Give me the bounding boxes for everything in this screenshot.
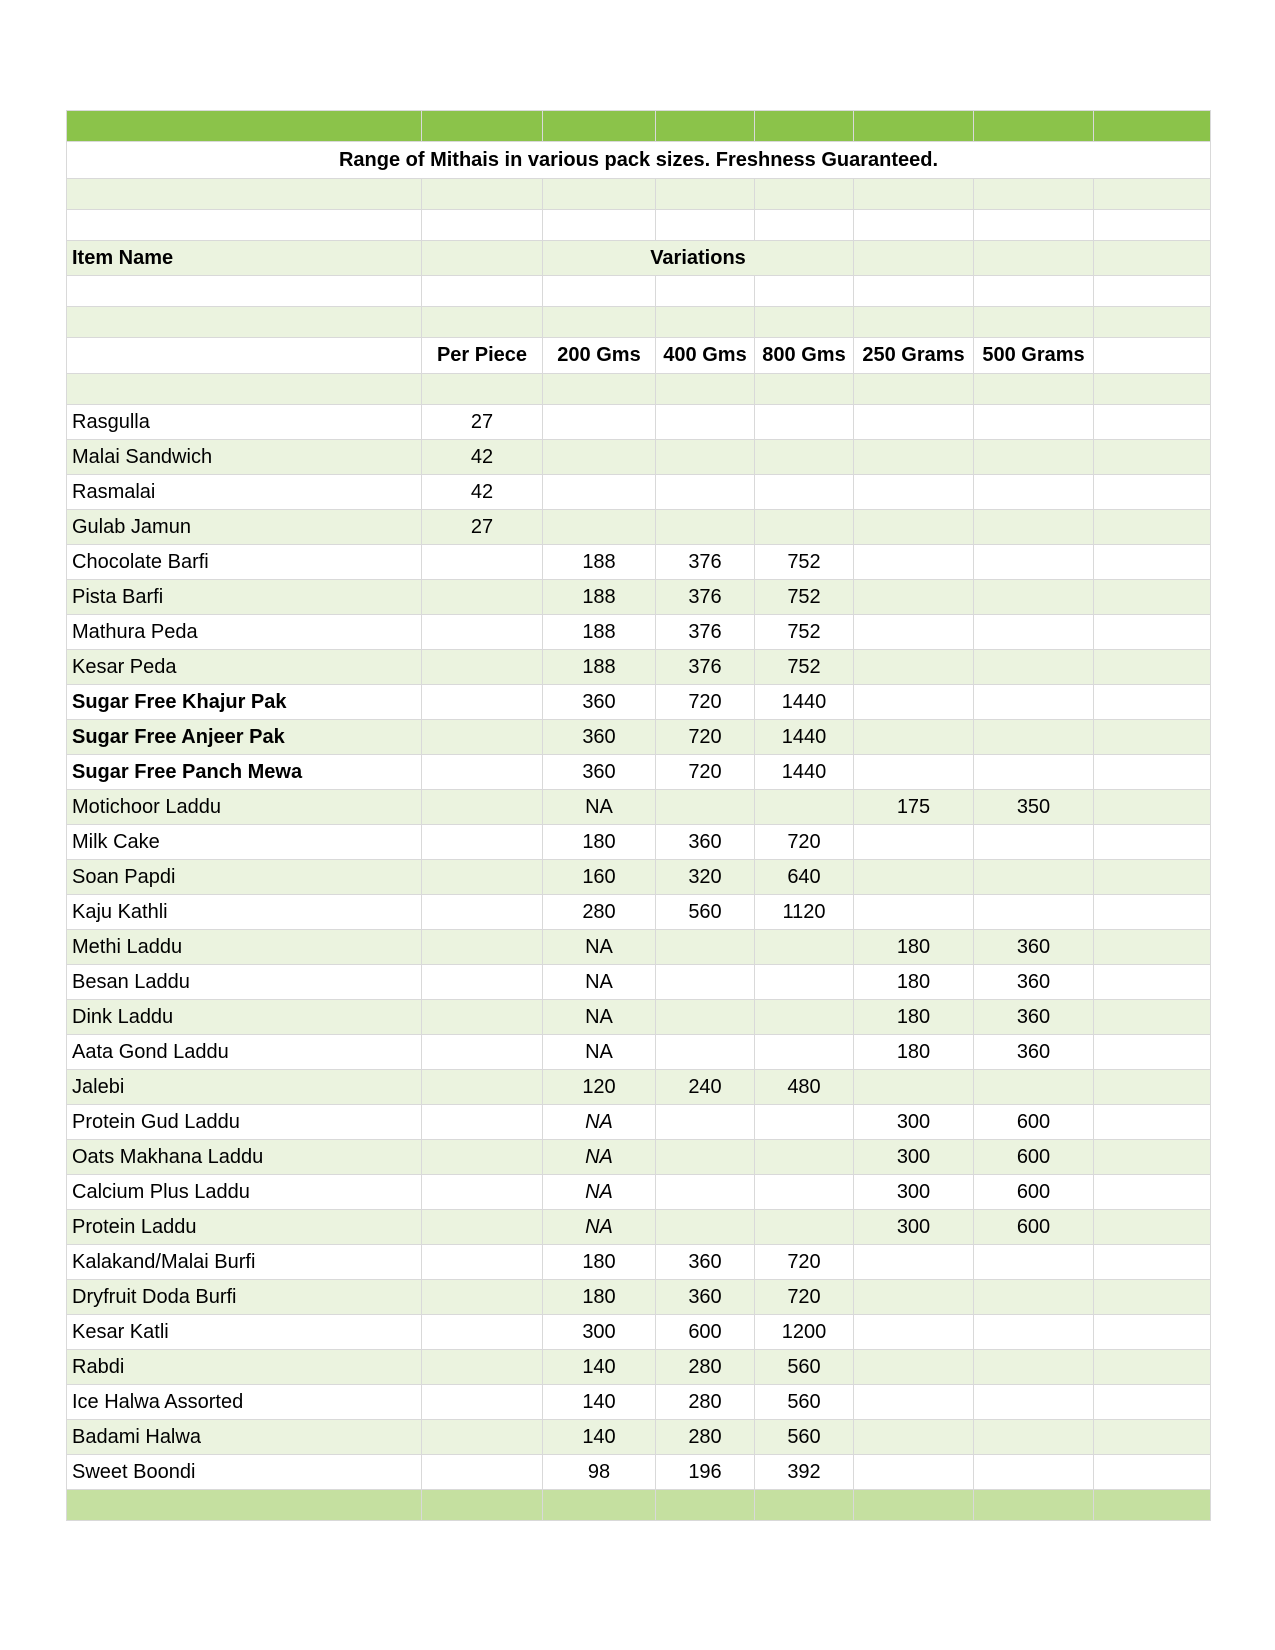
price-cell: 1120 [755, 895, 854, 930]
price-cell: 376 [656, 615, 755, 650]
table-row [67, 1350, 1211, 1385]
price-cell [422, 1315, 543, 1350]
table-row [67, 405, 1211, 440]
spacer-row [67, 179, 1211, 210]
price-cell: 752 [755, 615, 854, 650]
price-cell [422, 1245, 543, 1280]
price-cell: 120 [543, 1070, 656, 1105]
empty-cell [1094, 930, 1211, 965]
price-cell [854, 1315, 974, 1350]
price-cell: 720 [656, 685, 755, 720]
table-row [67, 965, 1211, 1000]
price-cell [974, 580, 1094, 615]
empty-cell [1094, 545, 1211, 580]
item-name: Sugar Free Panch Mewa [67, 755, 422, 790]
price-cell: 140 [543, 1385, 656, 1420]
price-cell: 560 [656, 895, 755, 930]
price-cell [854, 860, 974, 895]
price-cell [755, 1035, 854, 1070]
price-cell: 1200 [755, 1315, 854, 1350]
title-row [67, 142, 1211, 179]
table-row [67, 1385, 1211, 1420]
spacer-row [67, 374, 1211, 405]
price-cell: 360 [974, 930, 1094, 965]
price-cell [656, 965, 755, 1000]
price-cell: 27 [422, 510, 543, 545]
table-row [67, 1280, 1211, 1315]
spacer-row [67, 276, 1211, 307]
price-cell: 360 [656, 1245, 755, 1280]
empty-cell [1094, 1245, 1211, 1280]
price-cell [422, 720, 543, 755]
price-cell [854, 755, 974, 790]
price-cell: 640 [755, 860, 854, 895]
table-row [67, 1140, 1211, 1175]
price-cell [422, 755, 543, 790]
item-name-header: Item Name [67, 241, 422, 276]
table-row [67, 825, 1211, 860]
item-name: Kaju Kathli [67, 895, 422, 930]
price-cell [974, 405, 1094, 440]
price-cell [974, 1070, 1094, 1105]
sheet-title: Range of Mithais in various pack sizes. Freshness Guaranteed. [67, 142, 1211, 179]
price-cell: 175 [854, 790, 974, 825]
item-name: Badami Halwa [67, 1420, 422, 1455]
item-name: Mathura Peda [67, 615, 422, 650]
item-name: Kalakand/Malai Burfi [67, 1245, 422, 1280]
item-name: Ice Halwa Assorted [67, 1385, 422, 1420]
price-cell: 752 [755, 545, 854, 580]
item-name: Gulab Jamun [67, 510, 422, 545]
col-per-piece: Per Piece [422, 338, 543, 374]
price-cell [854, 895, 974, 930]
price-cell: 360 [974, 1035, 1094, 1070]
price-cell [854, 475, 974, 510]
empty-cell [1094, 790, 1211, 825]
price-cell [422, 615, 543, 650]
price-cell [755, 405, 854, 440]
price-cell [422, 930, 543, 965]
spacer-row [67, 210, 1211, 241]
price-cell: 720 [755, 1280, 854, 1315]
price-cell [656, 1210, 755, 1245]
price-cell: 360 [543, 755, 656, 790]
item-name: Sweet Boondi [67, 1455, 422, 1490]
price-cell: 180 [543, 825, 656, 860]
item-name: Sugar Free Anjeer Pak [67, 720, 422, 755]
price-cell [656, 405, 755, 440]
empty-cell [1094, 720, 1211, 755]
price-cell [656, 440, 755, 475]
price-cell: 720 [755, 825, 854, 860]
price-cell: 720 [755, 1245, 854, 1280]
price-cell [755, 510, 854, 545]
price-cell [755, 475, 854, 510]
price-cell [974, 1350, 1094, 1385]
empty-cell [1094, 1315, 1211, 1350]
price-cell: 300 [854, 1210, 974, 1245]
price-cell [422, 965, 543, 1000]
price-cell [755, 1175, 854, 1210]
price-cell [854, 1350, 974, 1385]
empty-cell [1094, 895, 1211, 930]
price-cell [543, 475, 656, 510]
item-name: Calcium Plus Laddu [67, 1175, 422, 1210]
price-cell: 600 [974, 1210, 1094, 1245]
empty-cell [1094, 510, 1211, 545]
price-cell [854, 1420, 974, 1455]
price-table [66, 110, 1211, 1521]
price-cell: 360 [543, 685, 656, 720]
empty-cell [1094, 1105, 1211, 1140]
item-name: Pista Barfi [67, 580, 422, 615]
empty-cell [1094, 860, 1211, 895]
table-row [67, 685, 1211, 720]
footer-band [67, 1490, 1211, 1521]
price-cell: 280 [656, 1350, 755, 1385]
price-cell: 600 [656, 1315, 755, 1350]
price-cell [422, 825, 543, 860]
price-cell: 1440 [755, 720, 854, 755]
price-cell: 360 [543, 720, 656, 755]
price-cell [974, 685, 1094, 720]
table-row [67, 1245, 1211, 1280]
price-cell [422, 860, 543, 895]
col-250-grams: 250 Grams [854, 338, 974, 374]
price-cell: 27 [422, 405, 543, 440]
price-cell [422, 1210, 543, 1245]
price-cell [974, 1315, 1094, 1350]
empty-cell [1094, 1070, 1211, 1105]
price-cell: 280 [543, 895, 656, 930]
price-cell [974, 1420, 1094, 1455]
empty-cell [1094, 685, 1211, 720]
price-cell [656, 510, 755, 545]
price-cell [543, 440, 656, 475]
empty-cell [1094, 1385, 1211, 1420]
price-cell: 350 [974, 790, 1094, 825]
price-cell [422, 685, 543, 720]
table-row [67, 1210, 1211, 1245]
price-cell: 560 [755, 1385, 854, 1420]
price-cell: NA [543, 790, 656, 825]
price-cell [755, 1210, 854, 1245]
price-cell [543, 510, 656, 545]
price-cell: 196 [656, 1455, 755, 1490]
price-cell: 360 [974, 1000, 1094, 1035]
price-cell [974, 475, 1094, 510]
price-cell [854, 650, 974, 685]
price-cell [422, 1070, 543, 1105]
price-cell [974, 510, 1094, 545]
price-cell: 360 [656, 825, 755, 860]
table-row [67, 720, 1211, 755]
col-500-grams: 500 Grams [974, 338, 1094, 374]
price-cell: 560 [755, 1350, 854, 1385]
price-cell [656, 475, 755, 510]
price-cell [543, 405, 656, 440]
price-cell: NA [543, 1000, 656, 1035]
table-row [67, 930, 1211, 965]
price-cell: 480 [755, 1070, 854, 1105]
price-cell: 360 [656, 1280, 755, 1315]
item-name: Aata Gond Laddu [67, 1035, 422, 1070]
table-row [67, 615, 1211, 650]
item-name: Rabdi [67, 1350, 422, 1385]
price-cell: NA [543, 930, 656, 965]
price-cell [854, 1280, 974, 1315]
price-cell [656, 1175, 755, 1210]
item-name: Dink Laddu [67, 1000, 422, 1035]
price-cell: 1440 [755, 755, 854, 790]
price-cell [974, 615, 1094, 650]
price-cell: 752 [755, 580, 854, 615]
header-band [67, 111, 1211, 142]
item-name: Chocolate Barfi [67, 545, 422, 580]
price-cell [422, 895, 543, 930]
price-cell: 180 [543, 1280, 656, 1315]
table-row [67, 1175, 1211, 1210]
price-cell: 1440 [755, 685, 854, 720]
price-cell: 280 [656, 1420, 755, 1455]
table-row [67, 1455, 1211, 1490]
price-cell: 752 [755, 650, 854, 685]
price-cell [755, 1105, 854, 1140]
price-cell: 98 [543, 1455, 656, 1490]
item-name: Rasmalai [67, 475, 422, 510]
price-cell [422, 1000, 543, 1035]
price-cell: NA [543, 1035, 656, 1070]
price-cell [755, 440, 854, 475]
price-cell: 280 [656, 1385, 755, 1420]
price-cell [422, 1035, 543, 1070]
empty-cell [1094, 1350, 1211, 1385]
item-name: Rasgulla [67, 405, 422, 440]
price-cell [422, 1455, 543, 1490]
price-cell [854, 545, 974, 580]
empty-cell [1094, 475, 1211, 510]
price-cell [422, 1175, 543, 1210]
table-row [67, 1420, 1211, 1455]
table-row [67, 580, 1211, 615]
empty-cell [1094, 965, 1211, 1000]
price-cell [974, 650, 1094, 685]
price-cell: 140 [543, 1350, 656, 1385]
item-name: Protein Laddu [67, 1210, 422, 1245]
price-cell [854, 1385, 974, 1420]
price-cell: 376 [656, 650, 755, 685]
price-cell [854, 685, 974, 720]
price-cell: 188 [543, 650, 656, 685]
price-cell [974, 860, 1094, 895]
price-cell: NA [543, 1210, 656, 1245]
price-cell [755, 930, 854, 965]
price-cell: 160 [543, 860, 656, 895]
price-cell: 188 [543, 580, 656, 615]
price-cell: 720 [656, 755, 755, 790]
price-cell [755, 1000, 854, 1035]
price-cell [854, 405, 974, 440]
price-cell [854, 440, 974, 475]
price-cell [974, 895, 1094, 930]
price-cell [854, 825, 974, 860]
empty-cell [1094, 440, 1211, 475]
table-row [67, 545, 1211, 580]
price-cell: 300 [854, 1105, 974, 1140]
price-cell [422, 580, 543, 615]
empty-cell [1094, 615, 1211, 650]
price-cell [422, 1350, 543, 1385]
price-cell [974, 1245, 1094, 1280]
price-cell [974, 720, 1094, 755]
variations-header: Variations [543, 241, 854, 276]
item-name: Jalebi [67, 1070, 422, 1105]
table-row [67, 790, 1211, 825]
price-cell: 240 [656, 1070, 755, 1105]
empty-cell [1094, 1420, 1211, 1455]
price-cell: 600 [974, 1175, 1094, 1210]
price-cell [854, 720, 974, 755]
price-cell [656, 930, 755, 965]
price-cell [422, 545, 543, 580]
price-cell: NA [543, 1105, 656, 1140]
price-cell [854, 510, 974, 545]
price-cell [422, 1140, 543, 1175]
table-row [67, 650, 1211, 685]
empty-cell [1094, 1210, 1211, 1245]
table-row [67, 1000, 1211, 1035]
price-cell [854, 580, 974, 615]
price-cell [854, 1455, 974, 1490]
item-name: Malai Sandwich [67, 440, 422, 475]
item-name: Oats Makhana Laddu [67, 1140, 422, 1175]
price-cell [974, 545, 1094, 580]
price-cell [656, 1000, 755, 1035]
col-400-gms: 400 Gms [656, 338, 755, 374]
column-header-row [67, 338, 1211, 374]
price-cell: 600 [974, 1140, 1094, 1175]
empty-cell [1094, 1280, 1211, 1315]
col-200-gms: 200 Gms [543, 338, 656, 374]
price-cell [422, 1105, 543, 1140]
empty-cell [1094, 755, 1211, 790]
empty-cell [1094, 1035, 1211, 1070]
item-name: Besan Laddu [67, 965, 422, 1000]
item-name: Protein Gud Laddu [67, 1105, 422, 1140]
item-name: Kesar Katli [67, 1315, 422, 1350]
table-row [67, 1035, 1211, 1070]
table-row [67, 475, 1211, 510]
price-cell [854, 1245, 974, 1280]
table-row [67, 1070, 1211, 1105]
price-cell [854, 1070, 974, 1105]
price-cell: 360 [974, 965, 1094, 1000]
empty-cell [1094, 1175, 1211, 1210]
price-cell [656, 1105, 755, 1140]
price-cell: 392 [755, 1455, 854, 1490]
empty-cell [1094, 580, 1211, 615]
price-cell: 42 [422, 440, 543, 475]
price-cell [755, 965, 854, 1000]
price-cell [974, 755, 1094, 790]
price-cell: 180 [543, 1245, 656, 1280]
table-row [67, 440, 1211, 475]
item-name: Kesar Peda [67, 650, 422, 685]
price-cell [656, 1035, 755, 1070]
empty-cell [1094, 650, 1211, 685]
price-cell [656, 1140, 755, 1175]
spacer-row [67, 307, 1211, 338]
price-cell: 300 [543, 1315, 656, 1350]
price-cell: 376 [656, 545, 755, 580]
price-cell [854, 615, 974, 650]
price-cell: 376 [656, 580, 755, 615]
price-cell: 600 [974, 1105, 1094, 1140]
price-cell: 188 [543, 615, 656, 650]
price-cell: 180 [854, 1035, 974, 1070]
price-cell [656, 790, 755, 825]
price-cell [974, 825, 1094, 860]
price-cell: 42 [422, 475, 543, 510]
price-cell: 180 [854, 930, 974, 965]
price-cell [422, 790, 543, 825]
table-row [67, 860, 1211, 895]
price-cell [755, 790, 854, 825]
price-cell: 300 [854, 1175, 974, 1210]
table-row [67, 895, 1211, 930]
price-cell: 560 [755, 1420, 854, 1455]
price-cell: 180 [854, 965, 974, 1000]
price-cell: 320 [656, 860, 755, 895]
price-cell [422, 650, 543, 685]
price-cell: NA [543, 965, 656, 1000]
table-row [67, 755, 1211, 790]
header-row [67, 241, 1211, 276]
col-800-gms: 800 Gms [755, 338, 854, 374]
empty-cell [1094, 1140, 1211, 1175]
price-cell [422, 1280, 543, 1315]
empty-cell [1094, 405, 1211, 440]
price-cell: 720 [656, 720, 755, 755]
price-cell: 180 [854, 1000, 974, 1035]
empty-cell [1094, 1455, 1211, 1490]
price-cell [974, 1455, 1094, 1490]
table-row [67, 1315, 1211, 1350]
price-cell [974, 1280, 1094, 1315]
price-cell [422, 1385, 543, 1420]
table-row [67, 510, 1211, 545]
price-cell: 300 [854, 1140, 974, 1175]
price-cell: 140 [543, 1420, 656, 1455]
item-name: Sugar Free Khajur Pak [67, 685, 422, 720]
price-cell: NA [543, 1175, 656, 1210]
price-cell [422, 1420, 543, 1455]
table-row [67, 1105, 1211, 1140]
empty-cell [1094, 825, 1211, 860]
price-cell: 188 [543, 545, 656, 580]
price-cell [755, 1140, 854, 1175]
item-name: Soan Papdi [67, 860, 422, 895]
item-name: Dryfruit Doda Burfi [67, 1280, 422, 1315]
item-name: Motichoor Laddu [67, 790, 422, 825]
empty-cell [1094, 1000, 1211, 1035]
item-name: Methi Laddu [67, 930, 422, 965]
item-name: Milk Cake [67, 825, 422, 860]
price-cell: NA [543, 1140, 656, 1175]
price-cell [974, 440, 1094, 475]
price-cell [974, 1385, 1094, 1420]
